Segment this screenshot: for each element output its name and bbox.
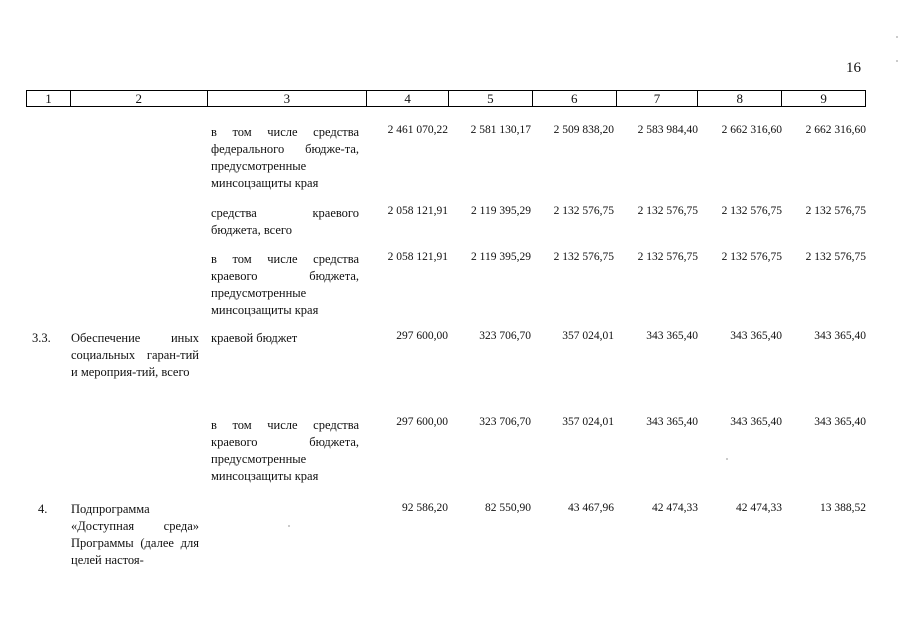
row-value: 2 132 576,75 [553, 205, 614, 217]
header-col-5: 5 [449, 91, 533, 106]
row-name: Подпрограмма «Доступная среда» Программы (далее для целей настоя- [71, 502, 199, 567]
row-value: 92 586,20 [402, 502, 448, 514]
scan-speck [896, 60, 898, 62]
row-value: 343 365,40 [646, 416, 698, 428]
row-value: 2 662 316,60 [721, 124, 782, 136]
row-value: 2 132 576,75 [553, 251, 614, 263]
row-value: 13 388,52 [820, 502, 866, 514]
row-value: 2 581 130,17 [470, 124, 531, 136]
header-col-2: 2 [71, 91, 208, 106]
header-col-6: 6 [533, 91, 617, 106]
row-value: 2 058 121,91 [387, 205, 448, 217]
row-number: 3.3. [32, 331, 51, 345]
row-value: 2 119 395,29 [471, 205, 531, 217]
row-value: 2 662 316,60 [805, 124, 866, 136]
row-description: в том числе средства краевого бюджета, предусмотренные минсоцзащиты края [211, 418, 359, 483]
scan-speck [288, 525, 290, 527]
row-description: средства краевого бюджета, всего [211, 206, 359, 237]
row-value: 2 509 838,20 [553, 124, 614, 136]
header-col-9: 9 [820, 91, 827, 106]
header-col-4: 4 [367, 91, 449, 106]
row-description: краевой бюджет [211, 331, 298, 345]
row-value: 323 706,70 [479, 330, 531, 342]
row-value: 343 365,40 [730, 416, 782, 428]
header-col-1: 1 [27, 91, 71, 106]
row-value: 2 119 395,29 [471, 251, 531, 263]
row-value: 343 365,40 [730, 330, 782, 342]
row-value: 2 058 121,91 [387, 251, 448, 263]
row-value: 42 474,33 [736, 502, 782, 514]
row-value: 2 132 576,75 [805, 251, 866, 263]
page-number: 16 [846, 60, 861, 76]
row-value: 43 467,96 [568, 502, 614, 514]
scan-speck [896, 36, 898, 38]
header-col-3: 3 [208, 91, 368, 106]
row-value: 82 550,90 [485, 502, 531, 514]
row-value: 42 474,33 [652, 502, 698, 514]
row-value: 297 600,00 [396, 416, 448, 428]
row-value: 2 132 576,75 [637, 251, 698, 263]
row-value: 343 365,40 [814, 416, 866, 428]
row-value: 2 461 070,22 [387, 124, 448, 136]
row-description: в том числе средства краевого бюджета, предусмотренные минсоцзащиты края [211, 252, 359, 317]
table-header-row [26, 90, 866, 107]
row-value: 2 132 576,75 [721, 251, 782, 263]
row-value: 2 132 576,75 [805, 205, 866, 217]
row-name: Обеспечение иных социальных гаран-тий и мероприя-тий, всего [71, 331, 199, 379]
row-value: 357 024,01 [562, 330, 614, 342]
row-number: 4. [38, 502, 48, 516]
header-col-8: 8 [698, 91, 782, 106]
row-value: 343 365,40 [646, 330, 698, 342]
row-value: 297 600,00 [396, 330, 448, 342]
row-value: 357 024,01 [562, 416, 614, 428]
row-value: 2 132 576,75 [637, 205, 698, 217]
header-col-7: 7 [617, 91, 699, 106]
row-value: 323 706,70 [479, 416, 531, 428]
row-value: 343 365,40 [814, 330, 866, 342]
row-value: 2 132 576,75 [721, 205, 782, 217]
row-value: 2 583 984,40 [637, 124, 698, 136]
scan-speck [726, 458, 728, 460]
row-description: в том числе средства федерального бюдже-та, предусмотренные минсоцзащиты края [211, 125, 359, 190]
